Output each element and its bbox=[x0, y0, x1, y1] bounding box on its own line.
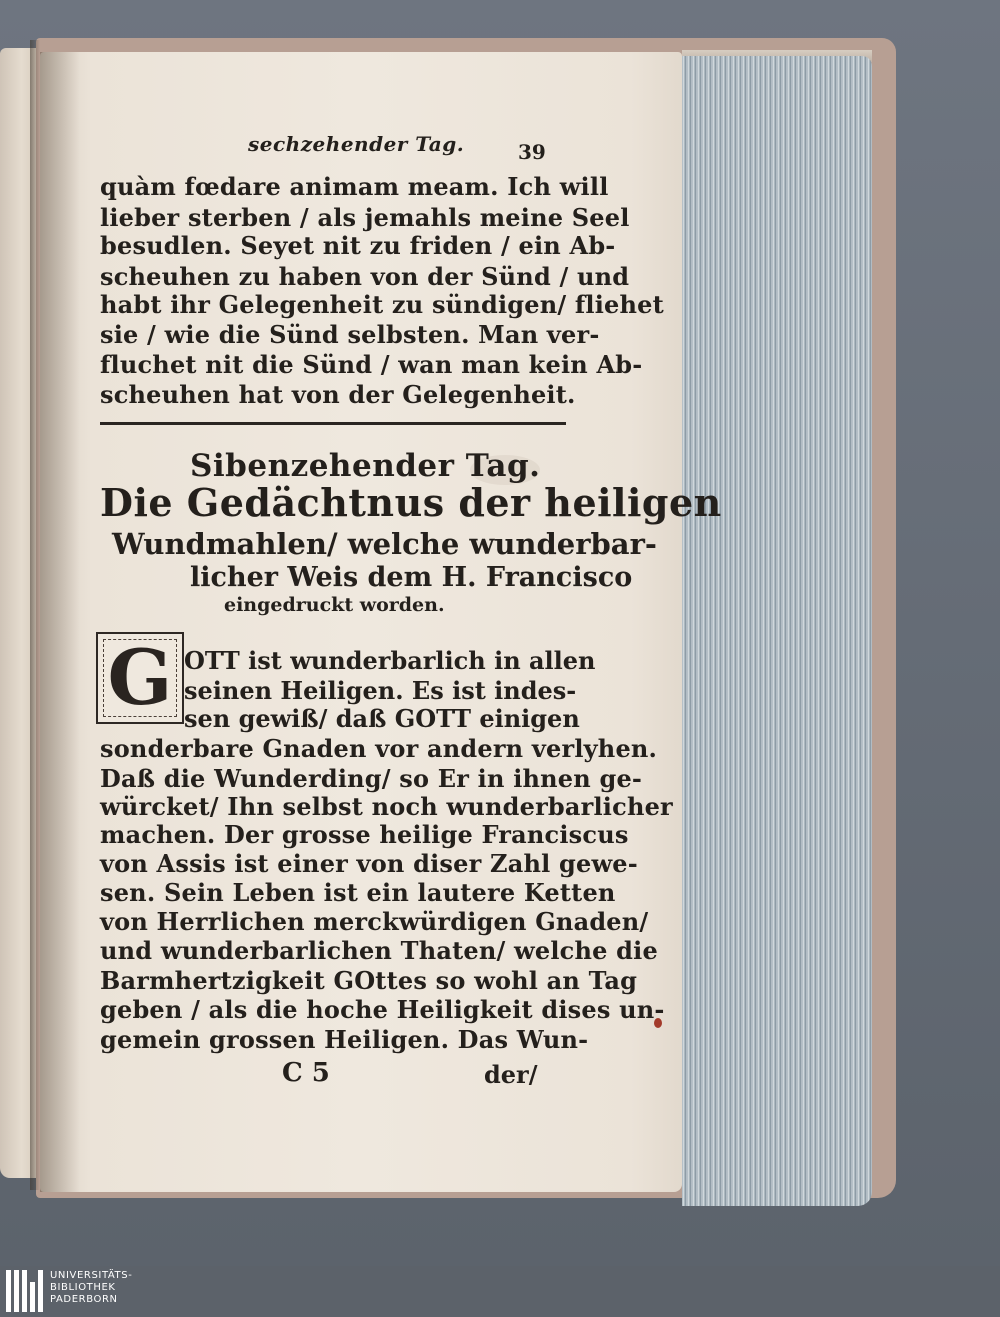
text-line: sie / wie die Sünd selbsten. Man ver- bbox=[100, 320, 600, 349]
chapter-heading: Die Gedächtnus der heiligen bbox=[100, 480, 722, 525]
signature-mark: C 5 bbox=[282, 1058, 330, 1088]
text-line: würcket/ Ihn selbst noch wunderbarlicher bbox=[100, 792, 673, 821]
chapter-heading: licher Weis dem H. Francisco bbox=[190, 562, 633, 593]
catchword: der/ bbox=[484, 1060, 538, 1089]
gutter-shadow bbox=[30, 40, 40, 1190]
page-number: 39 bbox=[518, 140, 546, 164]
page-block-edges bbox=[682, 56, 872, 1206]
section-title: Sibenzehender Tag. bbox=[190, 448, 541, 484]
footer-bar bbox=[0, 1266, 1000, 1317]
library-name-line: UNIVERSITÄTS- bbox=[50, 1270, 133, 1281]
text-line: machen. Der grosse heilige Franciscus bbox=[100, 820, 629, 849]
text-line: sonderbare Gnaden vor andern verlyhen. bbox=[100, 734, 658, 763]
text-line: seinen Heiligen. Es ist indes- bbox=[184, 676, 577, 705]
text-line: scheuhen hat von der Gelegenheit. bbox=[100, 380, 576, 409]
spine-shadow bbox=[40, 52, 80, 1192]
text-line: habt ihr Gelegenheit zu sündigen/ fliehet bbox=[100, 290, 664, 319]
text-line: und wunderbarlichen Thaten/ welche die bbox=[100, 936, 658, 965]
library-name-line: PADERBORN bbox=[50, 1294, 118, 1305]
text-line: quàm fœdare animam meam. Ich will bbox=[100, 172, 609, 201]
library-name-line: BIBLIOTHEK bbox=[50, 1282, 116, 1293]
library-logo-icon bbox=[6, 1270, 46, 1312]
text-line: OTT ist wunderbarlich in allen bbox=[184, 646, 596, 675]
running-head: sechzehender Tag. bbox=[248, 132, 465, 156]
chapter-heading: eingedruckt worden. bbox=[224, 594, 445, 616]
text-line: Daß die Wunderding/ so Er in ihnen ge- bbox=[100, 764, 643, 793]
text-line: sen gewiß/ daß GOTT einigen bbox=[184, 704, 580, 733]
decorated-initial: G bbox=[96, 632, 184, 724]
text-line: besudlen. Seyet nit zu friden / ein Ab- bbox=[100, 231, 616, 260]
text-line: scheuhen zu haben von der Sünd / und bbox=[100, 262, 630, 291]
text-line: von Assis ist einer von diser Zahl gewe- bbox=[100, 849, 638, 878]
text-line: geben / als die hoche Heiligkeit dises un- bbox=[100, 995, 665, 1024]
text-line: sen. Sein Leben ist ein lautere Ketten bbox=[100, 878, 616, 907]
text-line: lieber sterben / als jemahls meine Seel bbox=[100, 203, 630, 232]
text-line: von Herrlichen merckwürdigen Gnaden/ bbox=[100, 907, 649, 936]
library-name bbox=[50, 1270, 132, 1306]
section-divider bbox=[100, 422, 566, 425]
chapter-heading: Wundmahlen/ welche wunderbar- bbox=[112, 527, 657, 561]
text-line: Barmhertzigkeit GOttes so wohl an Tag bbox=[100, 966, 638, 995]
text-line: gemein grossen Heiligen. Das Wun- bbox=[100, 1025, 589, 1054]
text-line: fluchet nit die Sünd / wan man kein Ab- bbox=[100, 350, 643, 379]
